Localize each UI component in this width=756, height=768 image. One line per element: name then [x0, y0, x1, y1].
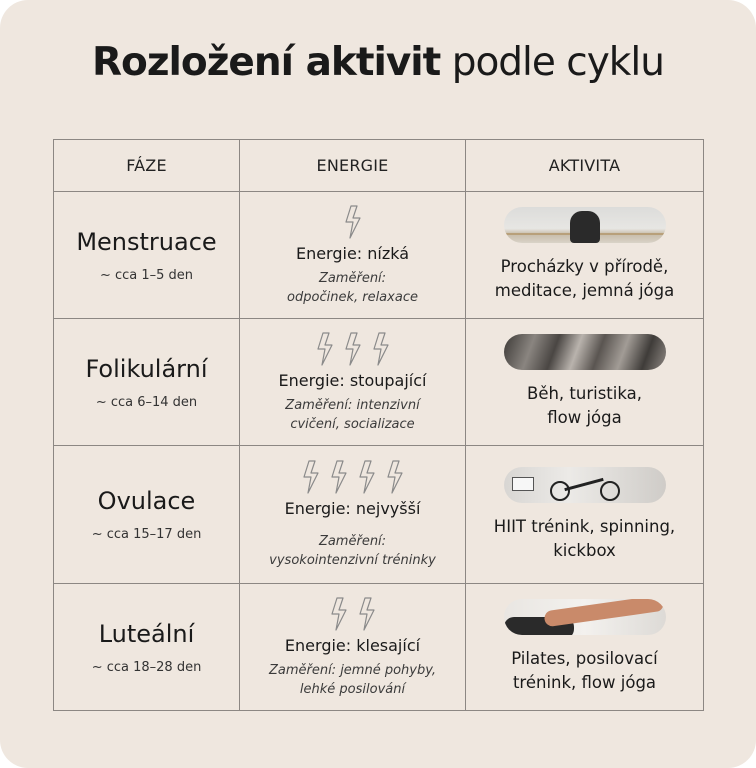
- cycle-activity-table: [53, 139, 704, 711]
- phase-cell: [54, 584, 240, 711]
- phase-name: Ovulace: [97, 487, 196, 515]
- activity-line-1: Běh, turistika,: [527, 384, 642, 403]
- energy-bolts: [240, 331, 465, 367]
- lightning-bolt-icon: [344, 205, 362, 239]
- table-header-row: [54, 140, 704, 192]
- phase-name: Luteální: [98, 619, 195, 648]
- yoga-photo: [504, 207, 666, 243]
- energy-cell: [240, 584, 466, 711]
- phase-cell: [54, 446, 240, 584]
- focus-text: [240, 661, 465, 699]
- focus-text: [240, 396, 465, 434]
- lightning-bolt-icon: [372, 332, 390, 366]
- header-energy: ENERGIE: [240, 140, 466, 192]
- focus-line-2: lehké posilování: [299, 681, 406, 697]
- activity-line-1: Pilates, posilovací: [511, 649, 658, 668]
- energy-bolts: [240, 459, 465, 495]
- focus-line-2: vysokointenzivní tréninky: [269, 553, 436, 568]
- activity-cell: [466, 319, 704, 446]
- lightning-bolt-icon: [358, 460, 376, 494]
- energy-label: Energie: klesající: [284, 635, 421, 655]
- activity-text: [466, 382, 703, 430]
- phase-days: ~ cca 15–17 den: [91, 527, 202, 542]
- page-title: [0, 40, 756, 85]
- lightning-bolt-icon: [358, 597, 376, 631]
- focus-line-2: odpočinek, relaxace: [287, 289, 418, 305]
- activity-text: [466, 647, 703, 695]
- focus-line-1: Zaměření:: [318, 270, 387, 286]
- phase-cell: [54, 192, 240, 319]
- activity-line-2: kickbox: [553, 540, 616, 560]
- phase-name: Folikulární: [85, 354, 208, 383]
- focus-text: [240, 532, 465, 570]
- lightning-bolt-icon: [330, 597, 348, 631]
- energy-bolts: [240, 204, 465, 240]
- activity-line-1: Procházky v přírodě,: [500, 257, 669, 276]
- bicycle-photo: [504, 467, 666, 503]
- focus-line-1: Zaměření: jemné pohyby,: [268, 662, 437, 678]
- table-row: [54, 584, 704, 711]
- activity-text: [466, 515, 703, 563]
- energy-cell: [240, 446, 466, 584]
- energy-label: Energie: nejvyšší: [284, 499, 421, 518]
- phase-days: ~ cca 1–5 den: [99, 267, 194, 283]
- lightning-bolt-icon: [344, 332, 362, 366]
- energy-label: Energie: stoupající: [278, 370, 427, 390]
- energy-bolts: [240, 596, 465, 632]
- activity-line-2: trénink, flow jóga: [512, 673, 657, 692]
- activity-line-1: HIIT trénink, spinning,: [493, 516, 676, 536]
- rocks-photo: [504, 334, 666, 370]
- activity-cell: [466, 584, 704, 711]
- phase-cell: [54, 319, 240, 446]
- header-phase: FÁZE: [54, 140, 240, 192]
- pilates-photo: [504, 599, 666, 635]
- activity-cell: [466, 192, 704, 319]
- energy-cell: [240, 192, 466, 319]
- focus-text: [240, 269, 465, 307]
- activity-cell: [466, 446, 704, 584]
- activity-line-2: meditace, jemná jóga: [494, 281, 675, 300]
- energy-label: Energie: nízká: [295, 243, 410, 263]
- focus-line-1: Zaměření: intenzivní: [285, 397, 420, 413]
- title-bold: Rozložení aktivit: [92, 40, 441, 85]
- activity-text: [466, 255, 703, 303]
- title-light: podle cyklu: [451, 40, 664, 85]
- focus-line-1: Zaměření:: [318, 534, 387, 549]
- phase-name: Menstruace: [76, 227, 217, 256]
- lightning-bolt-icon: [302, 460, 320, 494]
- lightning-bolt-icon: [316, 332, 334, 366]
- activity-line-2: flow jóga: [547, 408, 622, 427]
- phase-days: ~ cca 6–14 den: [95, 394, 198, 410]
- header-activity: AKTIVITA: [466, 140, 704, 192]
- lightning-bolt-icon: [330, 460, 348, 494]
- lightning-bolt-icon: [386, 460, 404, 494]
- focus-line-2: cvičení, socializace: [290, 416, 415, 432]
- table-row: [54, 446, 704, 584]
- table-row: [54, 319, 704, 446]
- table-row: [54, 192, 704, 319]
- energy-cell: [240, 319, 466, 446]
- phase-days: ~ cca 18–28 den: [91, 659, 202, 675]
